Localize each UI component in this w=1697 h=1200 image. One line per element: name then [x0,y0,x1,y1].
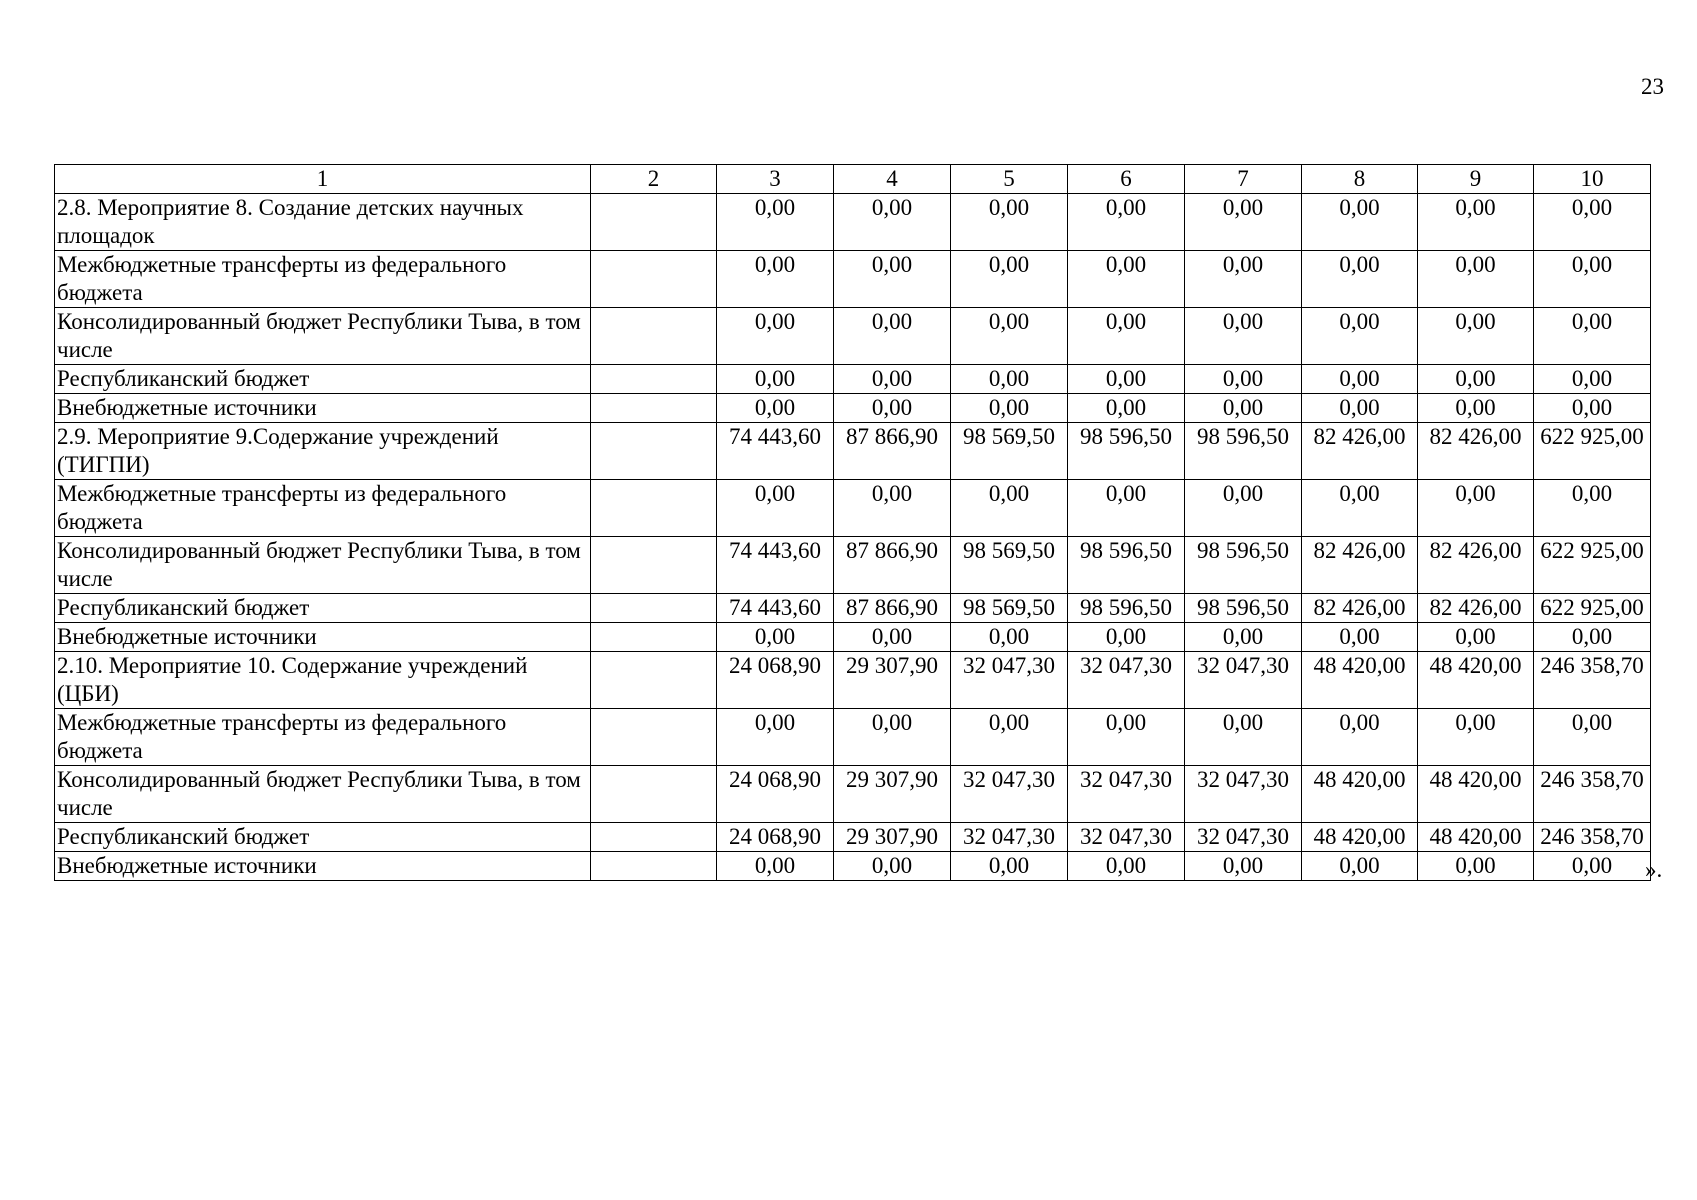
value-cell: 0,00 [1534,394,1651,423]
value-cell: 0,00 [834,709,951,766]
value-cell: 0,00 [1302,623,1418,652]
value-cell: 0,00 [1068,852,1185,881]
row-col2 [591,623,717,652]
row-label: Межбюджетные трансферты из федерального бюджета [55,480,591,537]
value-cell: 32 047,30 [1068,652,1185,709]
value-cell: 48 420,00 [1418,766,1534,823]
value-cell: 32 047,30 [1185,823,1302,852]
value-cell: 98 569,50 [951,537,1068,594]
header-cell: 1 [55,165,591,194]
value-cell: 0,00 [717,623,834,652]
page-number: 23 [1641,74,1664,99]
value-cell: 82 426,00 [1302,537,1418,594]
table-row [55,480,1651,537]
value-cell: 48 420,00 [1302,766,1418,823]
row-col2 [591,823,717,852]
value-cell: 98 596,50 [1185,537,1302,594]
value-cell: 0,00 [951,251,1068,308]
value-cell: 0,00 [1418,308,1534,365]
value-cell: 0,00 [1068,623,1185,652]
value-cell: 0,00 [1185,251,1302,308]
row-col2 [591,480,717,537]
table-row [55,766,1651,823]
value-cell: 0,00 [1418,365,1534,394]
value-cell: 0,00 [834,623,951,652]
value-cell: 0,00 [1418,480,1534,537]
value-cell: 98 569,50 [951,594,1068,623]
value-cell: 98 596,50 [1068,537,1185,594]
value-cell: 48 420,00 [1302,652,1418,709]
value-cell: 29 307,90 [834,766,951,823]
value-cell: 0,00 [834,480,951,537]
header-cell: 4 [834,165,951,194]
value-cell: 0,00 [1418,251,1534,308]
value-cell: 0,00 [951,852,1068,881]
table-row [55,194,1651,251]
value-cell: 0,00 [1534,308,1651,365]
value-cell: 0,00 [1302,365,1418,394]
value-cell: 0,00 [1418,852,1534,881]
value-cell: 0,00 [834,308,951,365]
value-cell: 0,00 [717,251,834,308]
value-cell: 0,00 [717,308,834,365]
value-cell: 29 307,90 [834,652,951,709]
value-cell: 48 420,00 [1418,652,1534,709]
value-cell: 0,00 [1068,709,1185,766]
value-cell: 32 047,30 [951,652,1068,709]
value-cell: 0,00 [951,623,1068,652]
value-cell: 0,00 [1302,394,1418,423]
header-cell: 5 [951,165,1068,194]
value-cell: 622 925,00 [1534,423,1651,480]
table-body [55,165,1651,881]
value-cell: 32 047,30 [1185,652,1302,709]
value-cell: 48 420,00 [1302,823,1418,852]
table-row [55,423,1651,480]
row-label: Республиканский бюджет [55,365,591,394]
value-cell: 0,00 [834,365,951,394]
header-cell: 3 [717,165,834,194]
value-cell: 0,00 [1068,308,1185,365]
value-cell: 0,00 [951,308,1068,365]
value-cell: 0,00 [951,365,1068,394]
table-header-row [55,165,1651,194]
table-row [55,623,1651,652]
table-row [55,823,1651,852]
row-label: Консолидированный бюджет Республики Тыва, в том числе [55,766,591,823]
value-cell: 82 426,00 [1302,594,1418,623]
value-cell: 0,00 [717,394,834,423]
row-col2 [591,423,717,480]
value-cell: 87 866,90 [834,423,951,480]
table-row [55,709,1651,766]
row-label: Консолидированный бюджет Республики Тыва, в том числе [55,537,591,594]
value-cell: 24 068,90 [717,823,834,852]
value-cell: 32 047,30 [1068,766,1185,823]
value-cell: 0,00 [951,709,1068,766]
value-cell: 74 443,60 [717,537,834,594]
value-cell: 32 047,30 [951,766,1068,823]
value-cell: 0,00 [1185,365,1302,394]
row-label: 2.9. Мероприятие 9.Содержание учреждений (ТИГПИ) [55,423,591,480]
value-cell: 82 426,00 [1418,537,1534,594]
row-col2 [591,652,717,709]
header-cell: 2 [591,165,717,194]
table-row [55,365,1651,394]
value-cell: 0,00 [1068,365,1185,394]
row-label: Республиканский бюджет [55,594,591,623]
budget-table [54,164,1651,881]
value-cell: 0,00 [1418,709,1534,766]
value-cell: 622 925,00 [1534,537,1651,594]
value-cell: 0,00 [951,194,1068,251]
value-cell: 622 925,00 [1534,594,1651,623]
header-cell: 10 [1534,165,1651,194]
value-cell: 0,00 [1534,365,1651,394]
value-cell: 87 866,90 [834,594,951,623]
value-cell: 98 596,50 [1068,423,1185,480]
value-cell: 0,00 [1185,480,1302,537]
row-col2 [591,594,717,623]
value-cell: 0,00 [717,709,834,766]
value-cell: 0,00 [1534,194,1651,251]
value-cell: 0,00 [1418,623,1534,652]
value-cell: 0,00 [1185,308,1302,365]
row-label: Внебюджетные источники [55,852,591,881]
value-cell: 0,00 [1534,480,1651,537]
value-cell: 82 426,00 [1418,594,1534,623]
value-cell: 0,00 [1185,623,1302,652]
value-cell: 0,00 [1302,852,1418,881]
value-cell: 0,00 [834,251,951,308]
value-cell: 48 420,00 [1418,823,1534,852]
row-label: 2.8. Мероприятие 8. Создание детских научных площадок [55,194,591,251]
value-cell: 29 307,90 [834,823,951,852]
header-cell: 7 [1185,165,1302,194]
value-cell: 246 358,70 [1534,766,1651,823]
value-cell: 0,00 [1534,623,1651,652]
value-cell: 0,00 [717,852,834,881]
value-cell: 32 047,30 [951,823,1068,852]
value-cell: 74 443,60 [717,594,834,623]
value-cell: 0,00 [717,365,834,394]
value-cell: 0,00 [951,394,1068,423]
value-cell: 0,00 [1185,194,1302,251]
value-cell: 246 358,70 [1534,652,1651,709]
value-cell: 32 047,30 [1185,766,1302,823]
value-cell: 0,00 [951,480,1068,537]
value-cell: 0,00 [834,194,951,251]
value-cell: 0,00 [834,394,951,423]
value-cell: 0,00 [1302,709,1418,766]
value-cell: 0,00 [1534,251,1651,308]
value-cell: 24 068,90 [717,766,834,823]
value-cell: 0,00 [1418,194,1534,251]
table-row [55,652,1651,709]
value-cell: 98 596,50 [1185,423,1302,480]
row-label: Республиканский бюджет [55,823,591,852]
row-col2 [591,537,717,594]
table-row [55,251,1651,308]
table-row [55,594,1651,623]
value-cell: 0,00 [1185,852,1302,881]
row-label: Межбюджетные трансферты из федерального бюджета [55,251,591,308]
table-row [55,308,1651,365]
row-col2 [591,251,717,308]
closing-quote: ». [1645,857,1663,882]
header-cell: 9 [1418,165,1534,194]
value-cell: 98 569,50 [951,423,1068,480]
table-row [55,852,1651,881]
value-cell: 24 068,90 [717,652,834,709]
table-row [55,394,1651,423]
header-cell: 6 [1068,165,1185,194]
value-cell: 0,00 [1534,709,1651,766]
value-cell: 0,00 [834,852,951,881]
value-cell: 0,00 [1068,251,1185,308]
row-label: Внебюджетные источники [55,394,591,423]
row-col2 [591,308,717,365]
value-cell: 0,00 [717,480,834,537]
value-cell: 32 047,30 [1068,823,1185,852]
value-cell: 82 426,00 [1418,423,1534,480]
header-cell: 8 [1302,165,1418,194]
row-col2 [591,852,717,881]
value-cell: 0,00 [1302,194,1418,251]
row-label: 2.10. Мероприятие 10. Содержание учреждений (ЦБИ) [55,652,591,709]
value-cell: 0,00 [1418,394,1534,423]
value-cell: 0,00 [1302,308,1418,365]
value-cell: 0,00 [1068,480,1185,537]
row-col2 [591,394,717,423]
row-col2 [591,709,717,766]
table-row [55,537,1651,594]
value-cell: 0,00 [1302,251,1418,308]
value-cell: 82 426,00 [1302,423,1418,480]
row-col2 [591,365,717,394]
value-cell: 0,00 [1068,194,1185,251]
value-cell: 0,00 [1185,709,1302,766]
value-cell: 87 866,90 [834,537,951,594]
row-label: Внебюджетные источники [55,623,591,652]
row-label: Межбюджетные трансферты из федерального бюджета [55,709,591,766]
value-cell: 0,00 [717,194,834,251]
row-label: Консолидированный бюджет Республики Тыва, в том числе [55,308,591,365]
value-cell: 246 358,70 [1534,823,1651,852]
value-cell: 0,00 [1185,394,1302,423]
row-col2 [591,766,717,823]
value-cell: 74 443,60 [717,423,834,480]
row-col2 [591,194,717,251]
value-cell: 98 596,50 [1068,594,1185,623]
value-cell: 0,00 [1534,852,1651,881]
value-cell: 0,00 [1068,394,1185,423]
value-cell: 98 596,50 [1185,594,1302,623]
value-cell: 0,00 [1302,480,1418,537]
